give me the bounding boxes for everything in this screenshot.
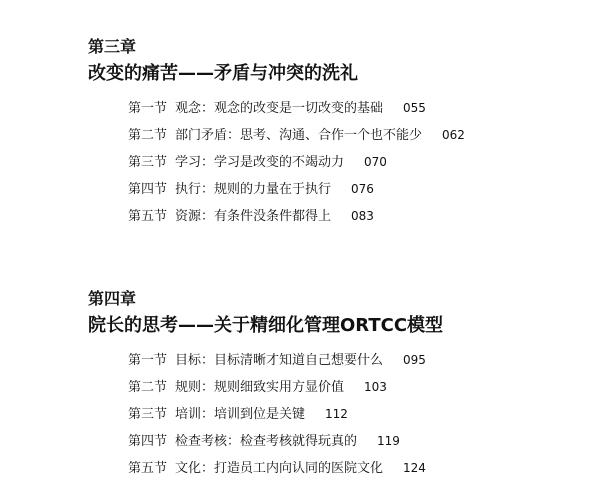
page-number: 103 [364, 380, 387, 394]
page-number: 119 [377, 434, 400, 448]
toc-entry[interactable] [128, 180, 465, 198]
chapter-four [88, 289, 443, 486]
section-title: 执行：规则的力量在于执行 [175, 182, 332, 197]
section-number: 第四节 [128, 434, 168, 449]
page-number: 055 [403, 101, 426, 115]
section-number: 第一节 [128, 353, 168, 368]
toc-entry[interactable] [128, 405, 443, 423]
section-number: 第五节 [128, 461, 168, 476]
section-number: 第一节 [128, 101, 168, 116]
section-title: 规则：规则细致实用方显价值 [175, 380, 345, 395]
toc-entry[interactable] [128, 432, 443, 450]
toc-entry[interactable] [128, 99, 465, 117]
chapter-title: 改变的痛苦——矛盾与冲突的洗礼 [88, 63, 358, 84]
page-number: 124 [403, 461, 426, 475]
section-title: 文化：打造员工内向认同的医院文化 [175, 461, 384, 476]
chapter-number: 第三章 [88, 37, 137, 56]
section-number: 第四节 [128, 182, 168, 197]
toc-entry[interactable] [128, 378, 443, 396]
section-number: 第五节 [128, 209, 168, 224]
section-number: 第三节 [128, 407, 168, 422]
page-number: 095 [403, 353, 426, 367]
section-number: 第三节 [128, 155, 168, 170]
section-title: 学习：学习是改变的不竭动力 [175, 155, 345, 170]
toc-entry[interactable] [128, 351, 443, 369]
page-number: 083 [351, 209, 374, 223]
section-number: 第二节 [128, 128, 168, 143]
section-title: 部门矛盾：思考、沟通、合作一个也不能少 [175, 128, 423, 143]
section-title: 资源：有条件没条件都得上 [175, 209, 332, 224]
toc-entry[interactable] [128, 126, 465, 144]
page-number: 076 [351, 182, 374, 196]
page-number: 062 [442, 128, 465, 142]
section-number: 第二节 [128, 380, 168, 395]
section-title: 检查考核：检查考核就得玩真的 [175, 434, 358, 449]
chapter-number: 第四章 [88, 289, 137, 308]
section-list [128, 351, 443, 477]
section-title: 培训：培训到位是关键 [175, 407, 306, 422]
section-list [128, 99, 465, 225]
section-title: 观念：观念的改变是一切改变的基础 [175, 101, 384, 116]
chapter-three [88, 37, 465, 234]
chapter-title: 院长的思考——关于精细化管理ORTCC模型 [88, 315, 444, 336]
page-number: 112 [325, 407, 348, 421]
page-number: 070 [364, 155, 387, 169]
section-title: 目标：目标清晰才知道自己想要什么 [175, 353, 384, 368]
toc-entry[interactable] [128, 153, 465, 171]
toc-entry[interactable] [128, 207, 465, 225]
toc-entry[interactable] [128, 459, 443, 477]
